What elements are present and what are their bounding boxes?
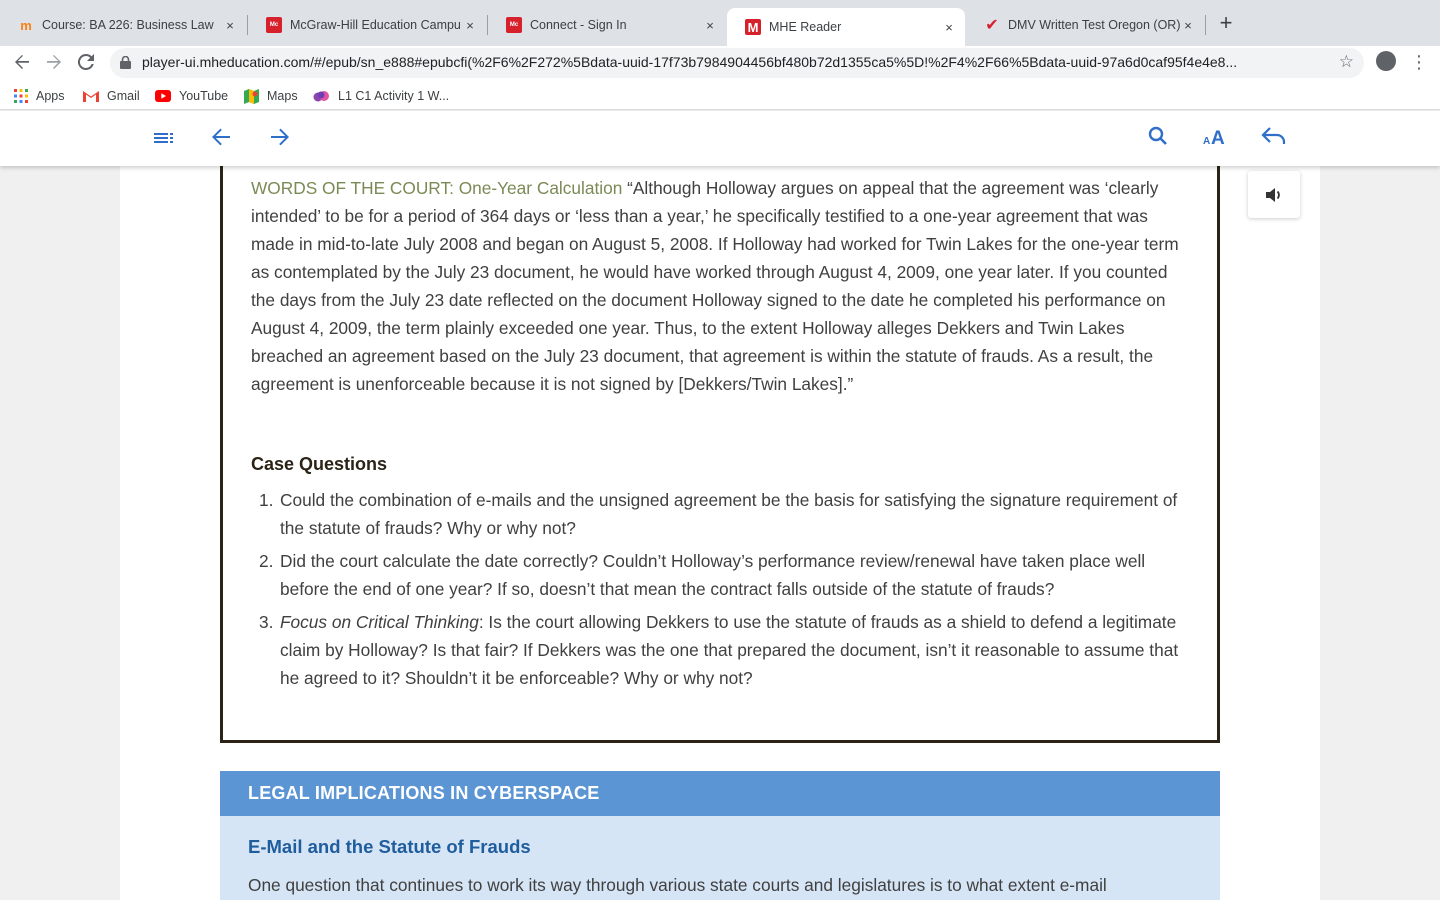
bookmark-l1-c1-activity[interactable] xyxy=(313,86,449,106)
tab-mcgraw-hill-campus[interactable] xyxy=(248,8,486,42)
next-page-arrow-icon[interactable] xyxy=(267,126,293,152)
bookmark-star-icon[interactable]: ☆ xyxy=(1338,52,1354,71)
profile-avatar-icon[interactable] xyxy=(1376,51,1396,71)
svg-text:A: A xyxy=(1203,136,1211,146)
browser-menu-icon[interactable]: ⋮ xyxy=(1410,52,1428,72)
speaker-icon xyxy=(1265,187,1283,203)
close-icon[interactable]: × xyxy=(1184,17,1192,33)
tab-title: DMV Written Test Oregon (OR) xyxy=(1008,18,1180,32)
address-bar[interactable] xyxy=(110,48,1364,78)
cloud-icon xyxy=(313,90,330,102)
question-text: : Is the court allowing Dekkers to use the statute of frauds as a shield to defend a legitimate claim by Holloway? Is that fair? If Dekkers was the one that prepared the document, isn’t it reasonable to assume that he agreed to it? Shouldn’t it be enforceable? Why or why not? xyxy=(280,612,1179,688)
tab-title: MHE Reader xyxy=(769,20,842,34)
bookmark-label: L1 C1 Activity 1 W... xyxy=(338,89,450,103)
tab-title: Course: BA 226: Business Law xyxy=(42,18,214,32)
gmail-icon xyxy=(83,90,99,102)
tab-separator xyxy=(1205,15,1206,35)
bookmark-gmail[interactable] xyxy=(83,86,140,106)
cyberspace-heading: LEGAL IMPLICATIONS IN CYBERSPACE xyxy=(248,783,600,803)
tab-dmv-written-test[interactable] xyxy=(966,8,1204,42)
apps-grid-icon xyxy=(14,89,28,103)
list-item xyxy=(251,608,1191,692)
case-questions-list xyxy=(251,486,1191,697)
tab-course-ba226[interactable] xyxy=(0,8,246,42)
cyberspace-feature-header xyxy=(220,771,1220,816)
mcgraw-hill-icon: Mc xyxy=(266,17,282,33)
maps-icon xyxy=(244,89,259,104)
words-of-the-court-label: WORDS OF THE COURT: One-Year Calculation xyxy=(251,178,623,198)
court-quote-text: “Although Holloway argues on appeal that the agreement was ‘clearly intended’ to be for a period of 364 days or ‘less than a year,’ he specifically testified to a one-year agreement that was made in mid-to-late July 2008 and began on August 5, 2008. If Holloway had worked for Twin Lakes for the one-year term as contemplated by the July 23 document, he would have worked through August 4, 2009, one year later. If you counted the days from the July 23 date reflected on the document Holloway signed to the date he completed his performance on August 4, 2009, the term plainly exceeded one year. Thus, to the extent Holloway alleges Dekkers and Twin Lakes breached an agreement based on the July 23 document, that agreement is within the statute of frauds. As a result, the agreement is unenforceable because it is not signed by [Dekkers/Twin Lakes].” xyxy=(251,178,1179,394)
bookmark-label: Gmail xyxy=(107,89,140,103)
question-text: Could the combination of e-mails and the unsigned agreement be the basis for satisfying the signature requirement of the statute of frauds? Why or why not? xyxy=(280,490,1178,538)
bookmark-youtube[interactable] xyxy=(155,86,228,106)
return-arrow-icon[interactable] xyxy=(1261,126,1287,152)
tab-mhe-reader[interactable] xyxy=(727,8,965,46)
close-icon[interactable]: × xyxy=(226,17,234,33)
tab-title: McGraw-Hill Education Campu xyxy=(290,18,461,32)
previous-page-arrow-icon[interactable] xyxy=(208,126,234,152)
bookmark-label: YouTube xyxy=(179,89,229,103)
mhe-m-icon: M xyxy=(745,19,761,35)
cyberspace-subheading: E-Mail and the Statute of Frauds xyxy=(248,836,531,857)
bookmark-apps[interactable] xyxy=(14,86,65,106)
text-size-icon[interactable] xyxy=(1203,126,1229,152)
search-icon[interactable] xyxy=(1145,126,1171,152)
reload-icon[interactable] xyxy=(74,52,98,76)
browser-toolbar xyxy=(0,46,1440,82)
bookmark-maps[interactable] xyxy=(244,86,298,106)
back-arrow-icon[interactable] xyxy=(10,52,34,76)
question-number: 3. xyxy=(259,612,274,632)
close-icon[interactable]: × xyxy=(466,17,474,33)
bookmark-label: Apps xyxy=(36,89,65,103)
new-tab-button[interactable]: + xyxy=(1219,10,1233,35)
bookmark-label: Maps xyxy=(267,89,298,103)
svg-text:A: A xyxy=(1211,128,1225,146)
read-aloud-button[interactable] xyxy=(1248,171,1300,218)
forward-arrow-icon[interactable] xyxy=(42,52,66,76)
mcgraw-hill-icon: Mc xyxy=(506,17,522,33)
youtube-icon xyxy=(155,90,171,102)
close-icon[interactable]: × xyxy=(945,19,953,35)
tab-connect-sign-in[interactable] xyxy=(488,8,726,42)
case-questions-heading: Case Questions xyxy=(251,454,388,474)
close-icon[interactable]: × xyxy=(706,17,714,33)
moodle-icon: m xyxy=(20,17,32,33)
reader-page xyxy=(120,166,1320,900)
browser-tabstrip xyxy=(0,0,1440,46)
question-number: 2. xyxy=(259,551,274,571)
lock-icon xyxy=(120,56,131,69)
checkmark-icon: ✔ xyxy=(985,17,999,34)
cyberspace-feature-body xyxy=(220,816,1220,900)
question-text: Did the court calculate the date correctly? Couldn’t Holloway’s performance review/renewal have taken place well before the end of one year? If so, doesn’t that mean the contract falls outside of the statute of frauds? xyxy=(280,551,1146,599)
question-number: 1. xyxy=(259,490,274,510)
table-of-contents-icon[interactable] xyxy=(151,126,177,152)
list-item xyxy=(251,547,1191,603)
url-text: player-ui.mheducation.com/#/epub/sn_e888#epubcfi(%2F6%2F272%5Bdata-uuid-17f73b7984904456bf480b72d1355ca5%5D!%2F4%2F66%5Bdata-uuid-97a6d0caf95f4e4e8... xyxy=(142,54,1238,70)
tab-title: Connect - Sign In xyxy=(530,18,627,32)
words-of-the-court-paragraph xyxy=(251,174,1181,398)
question-emphasis: Focus on Critical Thinking xyxy=(280,612,479,632)
bookmarks-bar xyxy=(0,82,1440,110)
cyberspace-paragraph: One question that continues to work its way through various state courts and legislatures is to what extent e-mail xyxy=(248,875,1107,895)
reader-toolbar xyxy=(0,111,1440,166)
list-item xyxy=(251,486,1191,542)
